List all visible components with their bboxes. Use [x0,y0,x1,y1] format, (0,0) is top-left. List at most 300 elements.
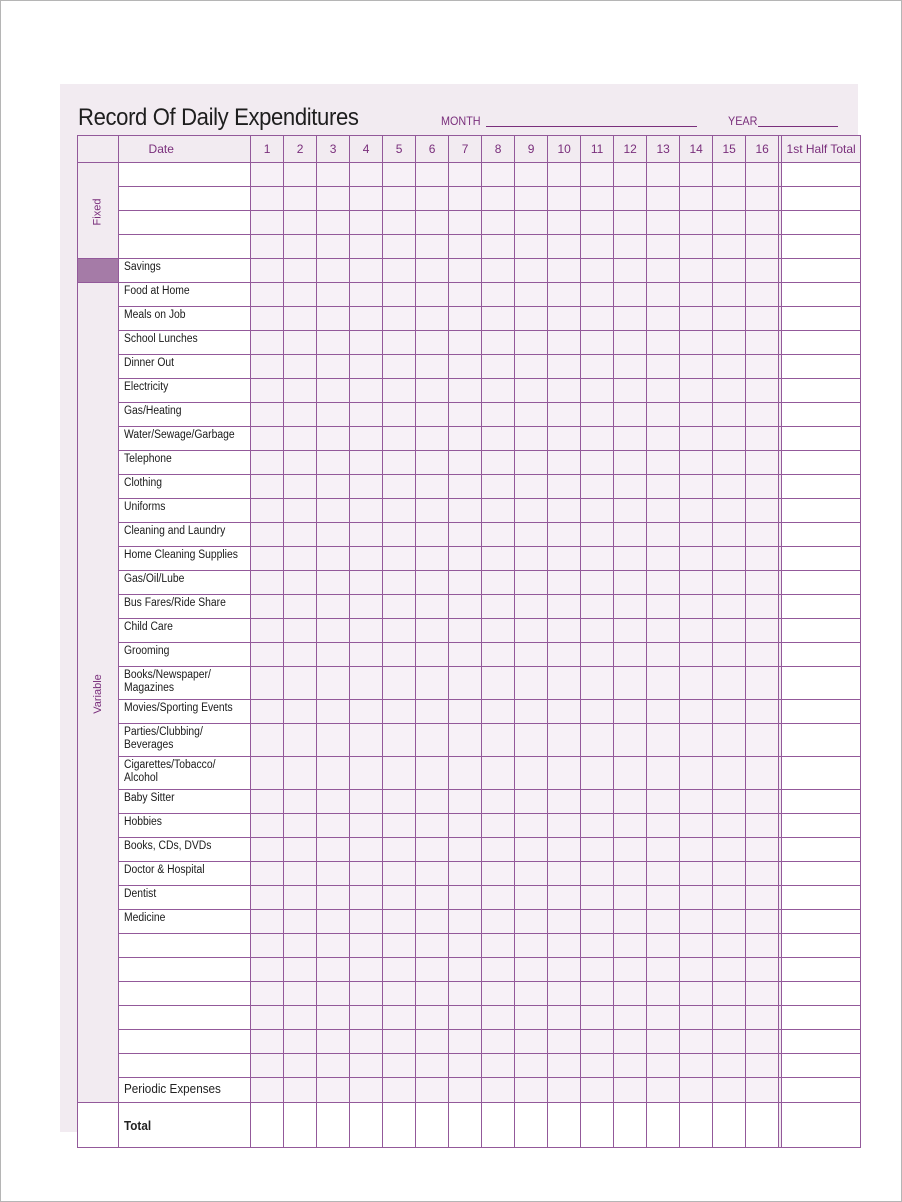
amount-cell[interactable] [251,427,284,451]
amount-cell[interactable] [548,331,581,355]
amount-cell[interactable] [482,499,515,523]
amount-cell[interactable] [581,838,614,862]
amount-cell[interactable] [548,307,581,331]
amount-cell[interactable] [449,1054,482,1078]
amount-cell[interactable] [746,475,779,499]
amount-cell[interactable] [548,790,581,814]
amount-cell[interactable] [284,499,317,523]
amount-cell[interactable] [383,379,416,403]
amount-cell[interactable] [284,790,317,814]
amount-cell[interactable] [317,523,350,547]
amount-cell[interactable] [680,1078,713,1103]
amount-cell[interactable] [449,403,482,427]
amount-cell[interactable] [449,934,482,958]
amount-cell[interactable] [251,757,284,790]
amount-cell[interactable] [581,886,614,910]
half-total-cell[interactable] [782,499,861,523]
amount-cell[interactable] [350,163,383,187]
half-total-cell[interactable] [782,259,861,283]
amount-cell[interactable] [548,547,581,571]
amount-cell[interactable] [515,523,548,547]
half-total-cell[interactable] [782,1030,861,1054]
amount-cell[interactable] [548,982,581,1006]
amount-cell[interactable] [647,355,680,379]
amount-cell[interactable] [482,700,515,724]
amount-cell[interactable] [350,982,383,1006]
amount-cell[interactable] [515,571,548,595]
amount-cell[interactable] [614,331,647,355]
amount-cell[interactable] [449,1006,482,1030]
amount-cell[interactable] [713,403,746,427]
amount-cell[interactable] [680,958,713,982]
amount-cell[interactable] [482,1030,515,1054]
amount-cell[interactable] [416,523,449,547]
amount-cell[interactable] [317,1030,350,1054]
amount-cell[interactable] [515,958,548,982]
amount-cell[interactable] [647,379,680,403]
amount-cell[interactable] [713,307,746,331]
amount-cell[interactable] [581,757,614,790]
amount-cell[interactable] [548,523,581,547]
amount-cell[interactable] [746,187,779,211]
amount-cell[interactable] [614,643,647,667]
day-total-cell[interactable] [251,1103,284,1148]
amount-cell[interactable] [614,595,647,619]
amount-cell[interactable] [548,283,581,307]
amount-cell[interactable] [713,1054,746,1078]
amount-cell[interactable] [746,1006,779,1030]
amount-cell[interactable] [647,862,680,886]
amount-cell[interactable] [416,958,449,982]
amount-cell[interactable] [449,1030,482,1054]
amount-cell[interactable] [383,235,416,259]
amount-cell[interactable] [449,331,482,355]
amount-cell[interactable] [416,451,449,475]
amount-cell[interactable] [482,523,515,547]
amount-cell[interactable] [647,958,680,982]
amount-cell[interactable] [548,355,581,379]
amount-cell[interactable] [284,886,317,910]
amount-cell[interactable] [515,547,548,571]
half-total-cell[interactable] [782,838,861,862]
amount-cell[interactable] [350,643,383,667]
amount-cell[interactable] [680,403,713,427]
amount-cell[interactable] [383,331,416,355]
amount-cell[interactable] [251,886,284,910]
amount-cell[interactable] [416,211,449,235]
amount-cell[interactable] [548,259,581,283]
amount-cell[interactable] [713,211,746,235]
amount-cell[interactable] [416,571,449,595]
amount-cell[interactable] [548,1030,581,1054]
amount-cell[interactable] [350,475,383,499]
amount-cell[interactable] [614,547,647,571]
amount-cell[interactable] [284,1006,317,1030]
amount-cell[interactable] [251,619,284,643]
amount-cell[interactable] [581,475,614,499]
amount-cell[interactable] [251,838,284,862]
amount-cell[interactable] [251,163,284,187]
amount-cell[interactable] [449,163,482,187]
amount-cell[interactable] [383,1078,416,1103]
amount-cell[interactable] [284,403,317,427]
amount-cell[interactable] [449,427,482,451]
amount-cell[interactable] [548,643,581,667]
amount-cell[interactable] [680,211,713,235]
amount-cell[interactable] [746,886,779,910]
amount-cell[interactable] [548,187,581,211]
amount-cell[interactable] [317,958,350,982]
amount-cell[interactable] [713,619,746,643]
half-total-cell[interactable] [782,757,861,790]
amount-cell[interactable] [383,700,416,724]
amount-cell[interactable] [746,862,779,886]
amount-cell[interactable] [614,814,647,838]
day-total-cell[interactable] [680,1103,713,1148]
amount-cell[interactable] [317,862,350,886]
amount-cell[interactable] [680,757,713,790]
amount-cell[interactable] [350,724,383,757]
amount-cell[interactable] [614,163,647,187]
amount-cell[interactable] [647,886,680,910]
amount-cell[interactable] [482,211,515,235]
amount-cell[interactable] [416,838,449,862]
half-total-cell[interactable] [782,283,861,307]
amount-cell[interactable] [581,259,614,283]
amount-cell[interactable] [383,283,416,307]
amount-cell[interactable] [449,235,482,259]
amount-cell[interactable] [251,667,284,700]
amount-cell[interactable] [416,724,449,757]
amount-cell[interactable] [449,982,482,1006]
amount-cell[interactable] [284,355,317,379]
amount-cell[interactable] [581,619,614,643]
amount-cell[interactable] [284,283,317,307]
amount-cell[interactable] [317,724,350,757]
day-total-cell[interactable] [449,1103,482,1148]
half-total-cell[interactable] [782,187,861,211]
amount-cell[interactable] [284,307,317,331]
amount-cell[interactable] [449,475,482,499]
amount-cell[interactable] [350,1054,383,1078]
amount-cell[interactable] [746,910,779,934]
amount-cell[interactable] [647,1030,680,1054]
amount-cell[interactable] [317,1006,350,1030]
amount-cell[interactable] [416,163,449,187]
amount-cell[interactable] [449,211,482,235]
amount-cell[interactable] [383,547,416,571]
amount-cell[interactable] [482,910,515,934]
amount-cell[interactable] [647,403,680,427]
category-cell[interactable] [118,1006,251,1030]
amount-cell[interactable] [647,838,680,862]
amount-cell[interactable] [581,667,614,700]
amount-cell[interactable] [317,886,350,910]
amount-cell[interactable] [251,355,284,379]
amount-cell[interactable] [647,523,680,547]
amount-cell[interactable] [680,982,713,1006]
amount-cell[interactable] [647,211,680,235]
amount-cell[interactable] [317,427,350,451]
amount-cell[interactable] [284,331,317,355]
amount-cell[interactable] [647,700,680,724]
amount-cell[interactable] [713,862,746,886]
amount-cell[interactable] [713,595,746,619]
half-total-cell[interactable] [782,643,861,667]
amount-cell[interactable] [350,235,383,259]
day-total-cell[interactable] [515,1103,548,1148]
amount-cell[interactable] [548,499,581,523]
amount-cell[interactable] [647,475,680,499]
amount-cell[interactable] [548,451,581,475]
amount-cell[interactable] [383,1054,416,1078]
amount-cell[interactable] [614,259,647,283]
amount-cell[interactable] [350,307,383,331]
amount-cell[interactable] [350,355,383,379]
amount-cell[interactable] [548,475,581,499]
amount-cell[interactable] [713,790,746,814]
amount-cell[interactable] [548,667,581,700]
amount-cell[interactable] [251,307,284,331]
amount-cell[interactable] [317,163,350,187]
amount-cell[interactable] [581,547,614,571]
half-total-cell[interactable] [782,355,861,379]
amount-cell[interactable] [383,724,416,757]
amount-cell[interactable] [746,331,779,355]
amount-cell[interactable] [746,355,779,379]
half-total-cell[interactable] [782,451,861,475]
amount-cell[interactable] [680,259,713,283]
amount-cell[interactable] [449,910,482,934]
amount-cell[interactable] [350,814,383,838]
amount-cell[interactable] [350,700,383,724]
amount-cell[interactable] [284,619,317,643]
amount-cell[interactable] [581,283,614,307]
amount-cell[interactable] [350,1078,383,1103]
amount-cell[interactable] [680,163,713,187]
amount-cell[interactable] [482,235,515,259]
amount-cell[interactable] [515,643,548,667]
amount-cell[interactable] [680,355,713,379]
amount-cell[interactable] [449,790,482,814]
category-cell[interactable] [118,235,251,259]
amount-cell[interactable] [251,523,284,547]
amount-cell[interactable] [350,1006,383,1030]
year-field[interactable] [758,126,838,127]
amount-cell[interactable] [317,1054,350,1078]
amount-cell[interactable] [284,934,317,958]
amount-cell[interactable] [680,379,713,403]
half-total-cell[interactable] [782,1078,861,1103]
amount-cell[interactable] [515,235,548,259]
amount-cell[interactable] [317,982,350,1006]
half-total-cell[interactable] [782,163,861,187]
amount-cell[interactable] [614,427,647,451]
amount-cell[interactable] [746,700,779,724]
category-cell[interactable] [118,982,251,1006]
amount-cell[interactable] [746,547,779,571]
amount-cell[interactable] [317,667,350,700]
amount-cell[interactable] [548,814,581,838]
amount-cell[interactable] [383,910,416,934]
amount-cell[interactable] [317,259,350,283]
amount-cell[interactable] [746,1030,779,1054]
amount-cell[interactable] [647,1054,680,1078]
amount-cell[interactable] [614,1078,647,1103]
amount-cell[interactable] [548,163,581,187]
amount-cell[interactable] [515,595,548,619]
category-cell[interactable] [118,187,251,211]
amount-cell[interactable] [680,910,713,934]
amount-cell[interactable] [251,451,284,475]
category-cell[interactable] [118,1030,251,1054]
amount-cell[interactable] [383,187,416,211]
amount-cell[interactable] [515,211,548,235]
amount-cell[interactable] [383,862,416,886]
amount-cell[interactable] [614,958,647,982]
amount-cell[interactable] [251,934,284,958]
amount-cell[interactable] [284,163,317,187]
amount-cell[interactable] [350,571,383,595]
amount-cell[interactable] [350,379,383,403]
amount-cell[interactable] [548,838,581,862]
amount-cell[interactable] [383,757,416,790]
amount-cell[interactable] [746,259,779,283]
amount-cell[interactable] [284,595,317,619]
amount-cell[interactable] [317,643,350,667]
amount-cell[interactable] [680,451,713,475]
amount-cell[interactable] [647,982,680,1006]
amount-cell[interactable] [713,163,746,187]
amount-cell[interactable] [383,307,416,331]
amount-cell[interactable] [317,700,350,724]
amount-cell[interactable] [383,403,416,427]
amount-cell[interactable] [614,403,647,427]
amount-cell[interactable] [647,595,680,619]
amount-cell[interactable] [746,934,779,958]
amount-cell[interactable] [317,757,350,790]
amount-cell[interactable] [581,1078,614,1103]
amount-cell[interactable] [614,862,647,886]
amount-cell[interactable] [515,499,548,523]
amount-cell[interactable] [548,595,581,619]
amount-cell[interactable] [713,499,746,523]
amount-cell[interactable] [482,307,515,331]
amount-cell[interactable] [680,1054,713,1078]
amount-cell[interactable] [482,886,515,910]
amount-cell[interactable] [350,958,383,982]
amount-cell[interactable] [251,235,284,259]
amount-cell[interactable] [647,187,680,211]
amount-cell[interactable] [647,571,680,595]
amount-cell[interactable] [515,934,548,958]
amount-cell[interactable] [284,187,317,211]
amount-cell[interactable] [680,886,713,910]
amount-cell[interactable] [482,667,515,700]
amount-cell[interactable] [284,757,317,790]
amount-cell[interactable] [350,1030,383,1054]
amount-cell[interactable] [680,1006,713,1030]
amount-cell[interactable] [383,211,416,235]
amount-cell[interactable] [317,475,350,499]
amount-cell[interactable] [581,307,614,331]
amount-cell[interactable] [317,379,350,403]
amount-cell[interactable] [680,724,713,757]
amount-cell[interactable] [614,700,647,724]
amount-cell[interactable] [614,307,647,331]
amount-cell[interactable] [482,283,515,307]
amount-cell[interactable] [251,643,284,667]
amount-cell[interactable] [581,187,614,211]
amount-cell[interactable] [482,259,515,283]
amount-cell[interactable] [746,619,779,643]
amount-cell[interactable] [548,886,581,910]
amount-cell[interactable] [515,355,548,379]
amount-cell[interactable] [482,331,515,355]
amount-cell[interactable] [581,163,614,187]
amount-cell[interactable] [548,1006,581,1030]
amount-cell[interactable] [581,451,614,475]
amount-cell[interactable] [515,619,548,643]
amount-cell[interactable] [284,211,317,235]
amount-cell[interactable] [284,910,317,934]
amount-cell[interactable] [548,958,581,982]
amount-cell[interactable] [746,982,779,1006]
amount-cell[interactable] [317,499,350,523]
grand-total-cell[interactable] [782,1103,861,1148]
amount-cell[interactable] [251,1054,284,1078]
amount-cell[interactable] [515,451,548,475]
amount-cell[interactable] [614,934,647,958]
amount-cell[interactable] [449,451,482,475]
amount-cell[interactable] [581,595,614,619]
amount-cell[interactable] [548,403,581,427]
amount-cell[interactable] [383,163,416,187]
amount-cell[interactable] [548,1078,581,1103]
amount-cell[interactable] [581,211,614,235]
amount-cell[interactable] [317,403,350,427]
amount-cell[interactable] [647,163,680,187]
amount-cell[interactable] [284,451,317,475]
amount-cell[interactable] [284,427,317,451]
amount-cell[interactable] [416,355,449,379]
amount-cell[interactable] [614,211,647,235]
amount-cell[interactable] [680,283,713,307]
amount-cell[interactable] [449,355,482,379]
amount-cell[interactable] [350,595,383,619]
amount-cell[interactable] [251,814,284,838]
amount-cell[interactable] [680,814,713,838]
amount-cell[interactable] [350,910,383,934]
amount-cell[interactable] [251,259,284,283]
amount-cell[interactable] [548,235,581,259]
amount-cell[interactable] [614,523,647,547]
amount-cell[interactable] [317,307,350,331]
amount-cell[interactable] [614,1054,647,1078]
amount-cell[interactable] [746,838,779,862]
amount-cell[interactable] [482,355,515,379]
half-total-cell[interactable] [782,211,861,235]
amount-cell[interactable] [713,934,746,958]
amount-cell[interactable] [317,1078,350,1103]
half-total-cell[interactable] [782,379,861,403]
day-total-cell[interactable] [482,1103,515,1148]
amount-cell[interactable] [515,331,548,355]
amount-cell[interactable] [515,187,548,211]
amount-cell[interactable] [383,427,416,451]
amount-cell[interactable] [416,403,449,427]
amount-cell[interactable] [581,700,614,724]
